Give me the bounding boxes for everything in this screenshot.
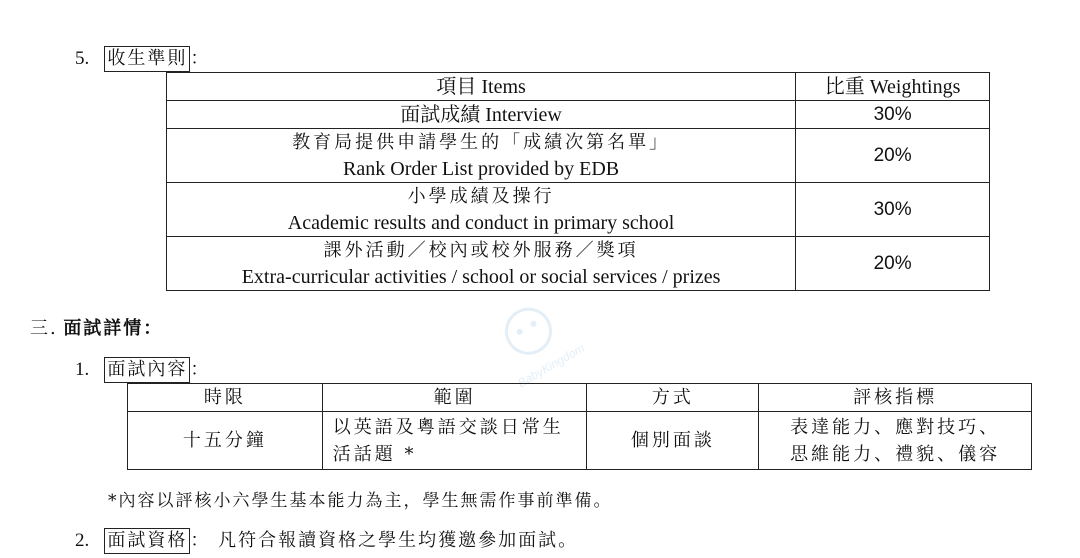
weight-cell: 30% [796, 183, 990, 237]
interview-details-table [127, 383, 1032, 470]
weight-cell: 30% [796, 101, 990, 129]
header-time: 時限 [128, 384, 323, 412]
section-3-number: 三. [30, 318, 58, 339]
footnote: *內容以評核小六學生基本能力為主，學生無需作事前準備。 [108, 491, 613, 511]
header-scope: 範圍 [322, 384, 587, 412]
criteria-cell: 課外活動／校內或校外服務／獎項 Extra-curricular activities / school or social services / prizes [167, 237, 796, 291]
table-row [167, 101, 990, 129]
table-row [167, 183, 990, 237]
criteria-cell: 教育局提供申請學生的「成績次第名單」 Rank Order List provided by EDB [167, 129, 796, 183]
section-5-title: 收生準則 [104, 46, 190, 72]
item-1-heading [75, 355, 210, 383]
criteria-cell: 表達能力、應對技巧、 思維能力、禮貌、儀容 [759, 412, 1032, 470]
table-row [128, 412, 1032, 470]
weight-cell: 20% [796, 129, 990, 183]
table-row [167, 129, 990, 183]
criteria-cell: 面試成績 Interview [167, 101, 796, 129]
section-3-title: 面試詳情： [63, 318, 164, 339]
item-2-line [75, 526, 578, 554]
item-2-title: 面試資格 [104, 528, 190, 554]
item-1-title: 面試內容 [104, 357, 190, 383]
item-1-number: 1. [75, 359, 90, 380]
item-2-text: ： 凡符合報讀資格之學生均獲邀參加面試。 [190, 530, 579, 551]
section-5-colon: ： [190, 48, 211, 69]
watermark-text: BabyKingdom [515, 340, 587, 391]
header-items: 項目 Items [167, 73, 796, 101]
table-header-row [128, 384, 1032, 412]
section-5-heading [75, 44, 210, 72]
mode-cell: 個別面談 [587, 412, 759, 470]
item-2-number: 2. [75, 530, 90, 551]
criteria-cell: 小學成績及操行 Academic results and conduct in primary school [167, 183, 796, 237]
table-header-row [167, 73, 990, 101]
section-3-heading [30, 314, 163, 340]
admission-criteria-table [166, 72, 990, 291]
section-5-number: 5. [75, 48, 90, 69]
watermark [466, 278, 600, 401]
header-weightings: 比重 Weightings [796, 73, 990, 101]
weight-cell: 20% [796, 237, 990, 291]
time-cell: 十五分鐘 [128, 412, 323, 470]
item-1-colon: ： [190, 359, 211, 380]
header-criteria: 評核指標 [759, 384, 1032, 412]
header-mode: 方式 [587, 384, 759, 412]
scope-cell: 以英語及粵語交談日常生 活話題 * [322, 412, 587, 470]
table-row [167, 237, 990, 291]
